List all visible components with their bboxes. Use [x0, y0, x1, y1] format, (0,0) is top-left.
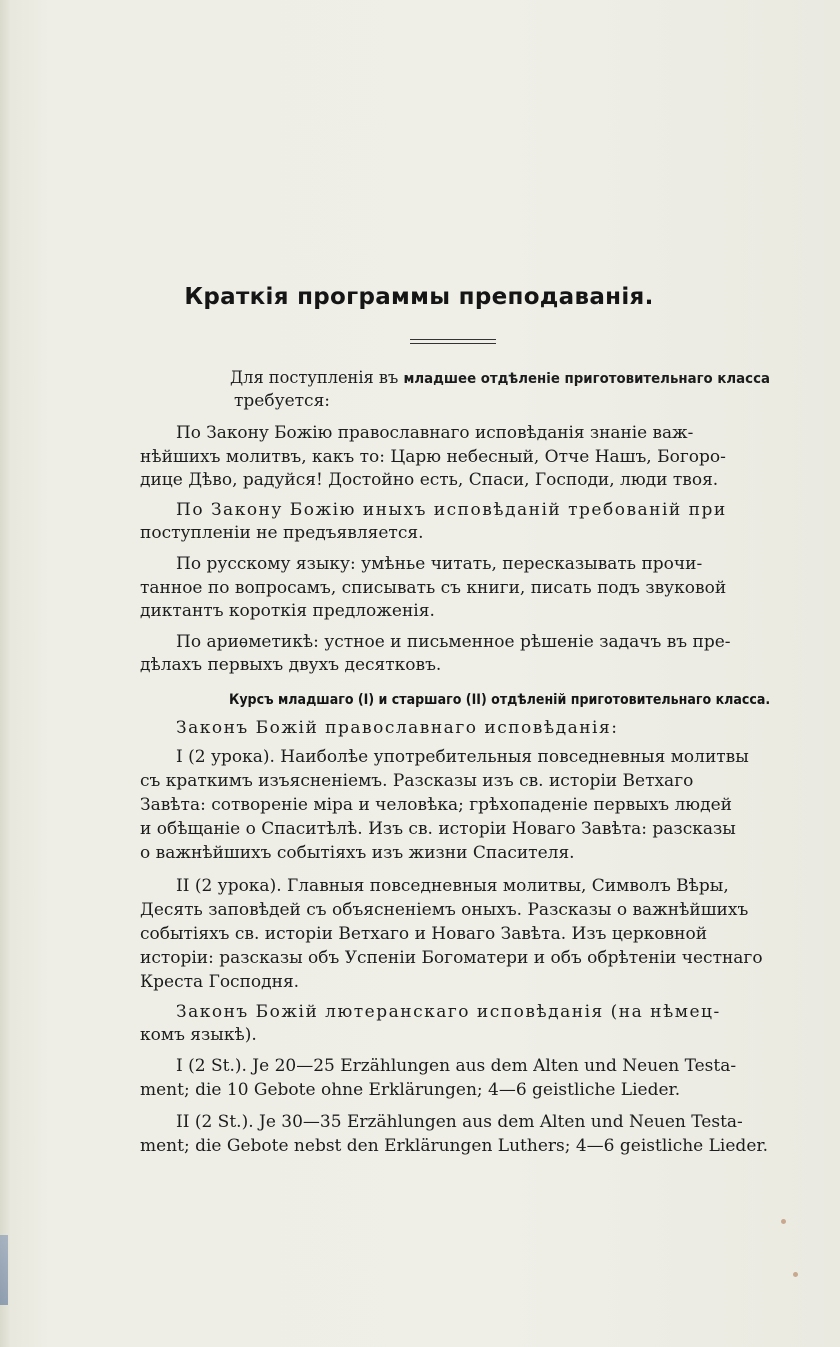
lutheran-heading-line: комъ языкѣ).	[140, 1025, 257, 1045]
orthodox-I-line: о важнѣйшихъ событіяхъ изъ жизни Спасителя.	[140, 843, 575, 863]
orthodox-II-line: событіяхъ св. исторіи Ветхаго и Новаго Завѣта. Изъ церковной	[140, 924, 708, 944]
intro-line-1: Для поступленія въ младшее отдѣленіе приготовительнаго класса	[230, 368, 770, 388]
orthodox-I-line: Завѣта: сотвореніе міра и человѣка; грѣхопаденіе первыхъ людей	[140, 795, 732, 815]
course-heading: Курсъ младшаго (I) и старшаго (II) отдѣленій приготовительнаго класса.	[229, 692, 771, 708]
page-title: Краткія программы преподаванія.	[184, 284, 654, 310]
para3-line: танное по вопросамъ, списывать съ книги, писать подъ звуковой	[140, 578, 727, 598]
lutheran-II-line: ment; die Gebote nebst den Erklärungen Luthers; 4—6 geistliche Lieder.	[140, 1136, 769, 1156]
para3-line: диктантъ короткія предложенія.	[140, 601, 435, 621]
para4-line: дѣлахъ первыхъ двухъ десятковъ.	[140, 655, 442, 675]
lutheran-I-line: I (2 St.). Je 20—25 Erzählungen aus dem Alten und Neuen Testa-	[176, 1056, 737, 1076]
orthodox-I-line: съ краткимъ изъясненіемъ. Разсказы изъ св. исторіи Ветхаго	[140, 771, 694, 791]
orthodox-II-line: II (2 урока). Главныя повседневныя молитвы, Символъ Вѣры,	[176, 876, 729, 896]
paper-spot	[793, 1272, 798, 1277]
lutheran-I-line: ment; die 10 Gebote ohne Erklärungen; 4—6 geistliche Lieder.	[140, 1080, 681, 1100]
para1-line: дице Дѣво, радуйся! Достойно есть, Спаси, Господи, люди твоя.	[140, 470, 719, 490]
title-rule-top	[410, 339, 496, 340]
para1-line: нѣйшихъ молитвъ, какъ то: Царю небесный, Отче Нашъ, Богоро-	[140, 447, 726, 467]
orthodox-heading: Законъ Божій православнаго исповѣданія:	[176, 718, 619, 738]
page-edge	[0, 0, 10, 1347]
para1-line: По Закону Божію православнаго исповѣданія знаніе важ-	[176, 423, 694, 443]
para2-line: По Закону Божію иныхъ исповѣданій требованій при	[176, 500, 727, 520]
intro-line-2: требуется:	[234, 391, 331, 411]
ink-stain	[0, 1235, 8, 1305]
orthodox-I-line: I (2 урока). Наиболѣе употребительныя повседневныя молитвы	[176, 747, 749, 767]
para4-line: По ариѳметикѣ: устное и письменное рѣшеніе задачъ въ пре-	[176, 632, 731, 652]
lutheran-II-line: II (2 St.). Je 30—35 Erzählungen aus dem Alten und Neuen Testa-	[176, 1112, 743, 1132]
orthodox-I-line: и обѣщаніе о Спаситѣлѣ. Изъ св. исторіи Новаго Завѣта: разсказы	[140, 819, 736, 839]
para2-line: поступленіи не предъявляется.	[140, 523, 424, 543]
lutheran-heading-line: Законъ Божій лютеранскаго исповѣданія (на нѣмец-	[176, 1002, 721, 1022]
orthodox-II-line: Креста Господня.	[140, 972, 300, 992]
paper-spot	[781, 1219, 786, 1224]
orthodox-II-line: Десять заповѣдей съ объясненіемъ оныхъ. Разсказы о важнѣйшихъ	[140, 900, 749, 920]
orthodox-II-line: исторіи: разсказы объ Успеніи Богоматери и объ обрѣтеніи честнаго	[140, 948, 763, 968]
title-rule-bottom	[410, 343, 496, 344]
para3-line: По русскому языку: умѣнье читать, пересказывать прочи-	[176, 554, 703, 574]
